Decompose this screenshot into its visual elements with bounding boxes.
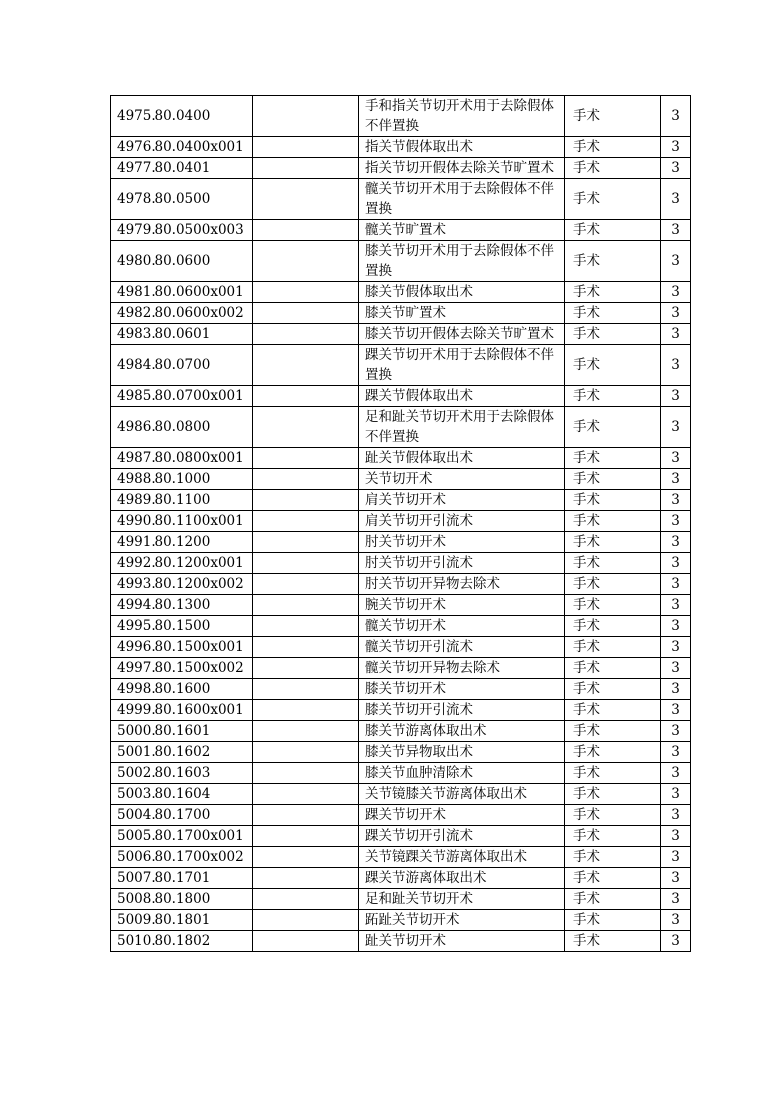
table-row bbox=[111, 616, 691, 637]
blank-cell bbox=[253, 763, 359, 784]
procedure-grade: 3 bbox=[661, 742, 691, 763]
row-index: 4993. bbox=[111, 574, 153, 595]
procedure-type: 手术 bbox=[565, 889, 661, 910]
blank-cell bbox=[253, 637, 359, 658]
procedure-table bbox=[110, 95, 691, 952]
procedure-type: 手术 bbox=[565, 241, 661, 282]
blank-cell bbox=[253, 241, 359, 282]
procedure-type: 手术 bbox=[565, 721, 661, 742]
procedure-code: 80.0400 bbox=[153, 96, 253, 137]
row-index: 4982. bbox=[111, 303, 153, 324]
procedure-code: 80.1600 bbox=[153, 679, 253, 700]
table-row bbox=[111, 553, 691, 574]
blank-cell bbox=[253, 220, 359, 241]
table-row bbox=[111, 847, 691, 868]
procedure-code: 80.1802 bbox=[153, 931, 253, 952]
table-row bbox=[111, 137, 691, 158]
row-index: 4978. bbox=[111, 179, 153, 220]
procedure-code: 80.1500 bbox=[153, 616, 253, 637]
procedure-name: 肩关节切开引流术 bbox=[359, 511, 565, 532]
procedure-type: 手术 bbox=[565, 158, 661, 179]
procedure-code: 80.1600x001 bbox=[153, 700, 253, 721]
row-index: 5005. bbox=[111, 826, 153, 847]
blank-cell bbox=[253, 345, 359, 386]
procedure-code: 80.1200 bbox=[153, 532, 253, 553]
procedure-type: 手术 bbox=[565, 658, 661, 679]
procedure-type: 手术 bbox=[565, 511, 661, 532]
procedure-name: 膝关节切开术 bbox=[359, 679, 565, 700]
table-row bbox=[111, 658, 691, 679]
procedure-code: 80.1100 bbox=[153, 490, 253, 511]
row-index: 4999. bbox=[111, 700, 153, 721]
procedure-name: 踝关节假体取出术 bbox=[359, 386, 565, 407]
procedure-type: 手术 bbox=[565, 574, 661, 595]
table-row bbox=[111, 448, 691, 469]
procedure-name: 趾关节假体取出术 bbox=[359, 448, 565, 469]
procedure-code: 80.1200x002 bbox=[153, 574, 253, 595]
procedure-type: 手术 bbox=[565, 324, 661, 345]
procedure-grade: 3 bbox=[661, 805, 691, 826]
procedure-name: 膝关节切开引流术 bbox=[359, 700, 565, 721]
row-index: 4977. bbox=[111, 158, 153, 179]
procedure-code: 80.0500x003 bbox=[153, 220, 253, 241]
procedure-grade: 3 bbox=[661, 407, 691, 448]
procedure-code: 80.1700 bbox=[153, 805, 253, 826]
procedure-name: 髋关节切开异物去除术 bbox=[359, 658, 565, 679]
row-index: 5002. bbox=[111, 763, 153, 784]
procedure-name: 趾关节切开术 bbox=[359, 931, 565, 952]
procedure-code: 80.1603 bbox=[153, 763, 253, 784]
procedure-name: 踝关节游离体取出术 bbox=[359, 868, 565, 889]
procedure-type: 手术 bbox=[565, 616, 661, 637]
table-row bbox=[111, 158, 691, 179]
procedure-grade: 3 bbox=[661, 469, 691, 490]
table-row bbox=[111, 469, 691, 490]
table-row bbox=[111, 282, 691, 303]
procedure-code: 80.0800 bbox=[153, 407, 253, 448]
row-index: 5007. bbox=[111, 868, 153, 889]
table-row bbox=[111, 179, 691, 220]
procedure-grade: 3 bbox=[661, 532, 691, 553]
procedure-grade: 3 bbox=[661, 910, 691, 931]
procedure-grade: 3 bbox=[661, 490, 691, 511]
procedure-name: 关节切开术 bbox=[359, 469, 565, 490]
procedure-type: 手术 bbox=[565, 910, 661, 931]
procedure-type: 手术 bbox=[565, 700, 661, 721]
procedure-code: 80.1602 bbox=[153, 742, 253, 763]
procedure-code: 80.1000 bbox=[153, 469, 253, 490]
procedure-type: 手术 bbox=[565, 386, 661, 407]
blank-cell bbox=[253, 910, 359, 931]
procedure-grade: 3 bbox=[661, 595, 691, 616]
row-index: 4998. bbox=[111, 679, 153, 700]
row-index: 4983. bbox=[111, 324, 153, 345]
blank-cell bbox=[253, 742, 359, 763]
procedure-grade: 3 bbox=[661, 679, 691, 700]
table-row bbox=[111, 241, 691, 282]
procedure-type: 手术 bbox=[565, 868, 661, 889]
procedure-grade: 3 bbox=[661, 386, 691, 407]
row-index: 5004. bbox=[111, 805, 153, 826]
blank-cell bbox=[253, 553, 359, 574]
procedure-grade: 3 bbox=[661, 241, 691, 282]
row-index: 5010. bbox=[111, 931, 153, 952]
procedure-code: 80.1300 bbox=[153, 595, 253, 616]
row-index: 5009. bbox=[111, 910, 153, 931]
procedure-name: 膝关节游离体取出术 bbox=[359, 721, 565, 742]
table-row bbox=[111, 910, 691, 931]
procedure-code: 80.0601 bbox=[153, 324, 253, 345]
row-index: 5006. bbox=[111, 847, 153, 868]
table-row bbox=[111, 574, 691, 595]
procedure-grade: 3 bbox=[661, 553, 691, 574]
procedure-name: 肘关节切开引流术 bbox=[359, 553, 565, 574]
procedure-type: 手术 bbox=[565, 847, 661, 868]
table-row bbox=[111, 805, 691, 826]
row-index: 5003. bbox=[111, 784, 153, 805]
procedure-code: 80.0700x001 bbox=[153, 386, 253, 407]
row-index: 4990. bbox=[111, 511, 153, 532]
procedure-grade: 3 bbox=[661, 448, 691, 469]
procedure-name: 指关节假体取出术 bbox=[359, 137, 565, 158]
procedure-grade: 3 bbox=[661, 637, 691, 658]
table-row bbox=[111, 742, 691, 763]
procedure-name: 髋关节旷置术 bbox=[359, 220, 565, 241]
blank-cell bbox=[253, 324, 359, 345]
blank-cell bbox=[253, 595, 359, 616]
procedure-name: 髋关节切开术 bbox=[359, 616, 565, 637]
procedure-code: 80.1700x001 bbox=[153, 826, 253, 847]
procedure-name: 肘关节切开异物去除术 bbox=[359, 574, 565, 595]
table-row bbox=[111, 763, 691, 784]
procedure-grade: 3 bbox=[661, 784, 691, 805]
table-row bbox=[111, 721, 691, 742]
procedure-name: 膝关节旷置术 bbox=[359, 303, 565, 324]
procedure-type: 手术 bbox=[565, 137, 661, 158]
procedure-name: 指关节切开假体去除关节旷置术 bbox=[359, 158, 565, 179]
procedure-type: 手术 bbox=[565, 303, 661, 324]
procedure-grade: 3 bbox=[661, 137, 691, 158]
blank-cell bbox=[253, 448, 359, 469]
procedure-type: 手术 bbox=[565, 595, 661, 616]
table-row bbox=[111, 826, 691, 847]
procedure-code: 80.0600x001 bbox=[153, 282, 253, 303]
procedure-type: 手术 bbox=[565, 345, 661, 386]
table-row bbox=[111, 679, 691, 700]
procedure-name: 肩关节切开术 bbox=[359, 490, 565, 511]
table-row bbox=[111, 868, 691, 889]
procedure-type: 手术 bbox=[565, 96, 661, 137]
blank-cell bbox=[253, 469, 359, 490]
blank-cell bbox=[253, 386, 359, 407]
procedure-grade: 3 bbox=[661, 658, 691, 679]
procedure-type: 手术 bbox=[565, 784, 661, 805]
table-row bbox=[111, 889, 691, 910]
table-row bbox=[111, 511, 691, 532]
procedure-code: 80.1500x001 bbox=[153, 637, 253, 658]
procedure-name: 关节镜膝关节游离体取出术 bbox=[359, 784, 565, 805]
procedure-code: 80.1701 bbox=[153, 868, 253, 889]
row-index: 4994. bbox=[111, 595, 153, 616]
procedure-name: 足和趾关节切开术用于去除假体不伴置换 bbox=[359, 407, 565, 448]
procedure-type: 手术 bbox=[565, 179, 661, 220]
table-row bbox=[111, 407, 691, 448]
table-row bbox=[111, 220, 691, 241]
procedure-type: 手术 bbox=[565, 742, 661, 763]
procedure-name: 髋关节切开术用于去除假体不伴置换 bbox=[359, 179, 565, 220]
procedure-code: 80.0700 bbox=[153, 345, 253, 386]
procedure-type: 手术 bbox=[565, 805, 661, 826]
procedure-code: 80.0800x001 bbox=[153, 448, 253, 469]
table-row bbox=[111, 324, 691, 345]
procedure-type: 手术 bbox=[565, 407, 661, 448]
procedure-code: 80.0401 bbox=[153, 158, 253, 179]
procedure-grade: 3 bbox=[661, 324, 691, 345]
blank-cell bbox=[253, 868, 359, 889]
table-row bbox=[111, 386, 691, 407]
blank-cell bbox=[253, 137, 359, 158]
table-row bbox=[111, 96, 691, 137]
procedure-code: 80.1500x002 bbox=[153, 658, 253, 679]
table-row bbox=[111, 345, 691, 386]
procedure-code: 80.1100x001 bbox=[153, 511, 253, 532]
blank-cell bbox=[253, 700, 359, 721]
procedure-grade: 3 bbox=[661, 96, 691, 137]
row-index: 4995. bbox=[111, 616, 153, 637]
row-index: 5008. bbox=[111, 889, 153, 910]
table-row bbox=[111, 931, 691, 952]
procedure-name: 跖趾关节切开术 bbox=[359, 910, 565, 931]
row-index: 4991. bbox=[111, 532, 153, 553]
table-row bbox=[111, 784, 691, 805]
blank-cell bbox=[253, 511, 359, 532]
procedure-name: 足和趾关节切开术 bbox=[359, 889, 565, 910]
row-index: 4989. bbox=[111, 490, 153, 511]
blank-cell bbox=[253, 931, 359, 952]
blank-cell bbox=[253, 784, 359, 805]
blank-cell bbox=[253, 282, 359, 303]
procedure-name: 膝关节切开假体去除关节旷置术 bbox=[359, 324, 565, 345]
row-index: 4987. bbox=[111, 448, 153, 469]
blank-cell bbox=[253, 679, 359, 700]
procedure-name: 踝关节切开术用于去除假体不伴置换 bbox=[359, 345, 565, 386]
procedure-type: 手术 bbox=[565, 448, 661, 469]
table-body bbox=[111, 96, 691, 952]
procedure-grade: 3 bbox=[661, 220, 691, 241]
procedure-name: 髋关节切开引流术 bbox=[359, 637, 565, 658]
procedure-code: 80.1200x001 bbox=[153, 553, 253, 574]
procedure-name: 踝关节切开引流术 bbox=[359, 826, 565, 847]
row-index: 4980. bbox=[111, 241, 153, 282]
blank-cell bbox=[253, 407, 359, 448]
procedure-grade: 3 bbox=[661, 763, 691, 784]
blank-cell bbox=[253, 574, 359, 595]
procedure-type: 手术 bbox=[565, 763, 661, 784]
row-index: 5000. bbox=[111, 721, 153, 742]
procedure-grade: 3 bbox=[661, 158, 691, 179]
procedure-grade: 3 bbox=[661, 721, 691, 742]
procedure-grade: 3 bbox=[661, 303, 691, 324]
procedure-name: 膝关节异物取出术 bbox=[359, 742, 565, 763]
procedure-type: 手术 bbox=[565, 679, 661, 700]
procedure-code: 80.1601 bbox=[153, 721, 253, 742]
procedure-code: 80.1700x002 bbox=[153, 847, 253, 868]
table-row bbox=[111, 490, 691, 511]
procedure-type: 手术 bbox=[565, 490, 661, 511]
table-row bbox=[111, 595, 691, 616]
row-index: 4981. bbox=[111, 282, 153, 303]
blank-cell bbox=[253, 805, 359, 826]
procedure-name: 膝关节血肿清除术 bbox=[359, 763, 565, 784]
procedure-grade: 3 bbox=[661, 868, 691, 889]
procedure-type: 手术 bbox=[565, 469, 661, 490]
procedure-code: 80.0500 bbox=[153, 179, 253, 220]
procedure-type: 手术 bbox=[565, 282, 661, 303]
blank-cell bbox=[253, 847, 359, 868]
row-index: 4997. bbox=[111, 658, 153, 679]
blank-cell bbox=[253, 616, 359, 637]
procedure-grade: 3 bbox=[661, 574, 691, 595]
row-index: 4986. bbox=[111, 407, 153, 448]
procedure-grade: 3 bbox=[661, 282, 691, 303]
procedure-code: 80.0400x001 bbox=[153, 137, 253, 158]
row-index: 4984. bbox=[111, 345, 153, 386]
procedure-grade: 3 bbox=[661, 345, 691, 386]
row-index: 4996. bbox=[111, 637, 153, 658]
procedure-type: 手术 bbox=[565, 931, 661, 952]
procedure-type: 手术 bbox=[565, 826, 661, 847]
procedure-name: 手和指关节切开术用于去除假体不伴置换 bbox=[359, 96, 565, 137]
procedure-grade: 3 bbox=[661, 847, 691, 868]
procedure-grade: 3 bbox=[661, 616, 691, 637]
procedure-code: 80.1800 bbox=[153, 889, 253, 910]
procedure-type: 手术 bbox=[565, 553, 661, 574]
procedure-name: 踝关节切开术 bbox=[359, 805, 565, 826]
blank-cell bbox=[253, 721, 359, 742]
row-index: 4975. bbox=[111, 96, 153, 137]
procedure-type: 手术 bbox=[565, 637, 661, 658]
table-row bbox=[111, 532, 691, 553]
procedure-code: 80.1801 bbox=[153, 910, 253, 931]
blank-cell bbox=[253, 658, 359, 679]
blank-cell bbox=[253, 179, 359, 220]
procedure-grade: 3 bbox=[661, 179, 691, 220]
row-index: 4992. bbox=[111, 553, 153, 574]
row-index: 4976. bbox=[111, 137, 153, 158]
procedure-grade: 3 bbox=[661, 826, 691, 847]
procedure-grade: 3 bbox=[661, 511, 691, 532]
table-row bbox=[111, 303, 691, 324]
blank-cell bbox=[253, 826, 359, 847]
procedure-name: 肘关节切开术 bbox=[359, 532, 565, 553]
blank-cell bbox=[253, 532, 359, 553]
row-index: 4985. bbox=[111, 386, 153, 407]
procedure-name: 关节镜踝关节游离体取出术 bbox=[359, 847, 565, 868]
procedure-code: 80.1604 bbox=[153, 784, 253, 805]
procedure-name: 膝关节假体取出术 bbox=[359, 282, 565, 303]
row-index: 4979. bbox=[111, 220, 153, 241]
procedure-grade: 3 bbox=[661, 889, 691, 910]
procedure-type: 手术 bbox=[565, 532, 661, 553]
blank-cell bbox=[253, 96, 359, 137]
procedure-grade: 3 bbox=[661, 700, 691, 721]
row-index: 5001. bbox=[111, 742, 153, 763]
table-row bbox=[111, 637, 691, 658]
procedure-name: 膝关节切开术用于去除假体不伴置换 bbox=[359, 241, 565, 282]
blank-cell bbox=[253, 158, 359, 179]
procedure-type: 手术 bbox=[565, 220, 661, 241]
procedure-code: 80.0600 bbox=[153, 241, 253, 282]
blank-cell bbox=[253, 303, 359, 324]
blank-cell bbox=[253, 490, 359, 511]
blank-cell bbox=[253, 889, 359, 910]
row-index: 4988. bbox=[111, 469, 153, 490]
procedure-grade: 3 bbox=[661, 931, 691, 952]
procedure-name: 腕关节切开术 bbox=[359, 595, 565, 616]
procedure-code: 80.0600x002 bbox=[153, 303, 253, 324]
table-row bbox=[111, 700, 691, 721]
